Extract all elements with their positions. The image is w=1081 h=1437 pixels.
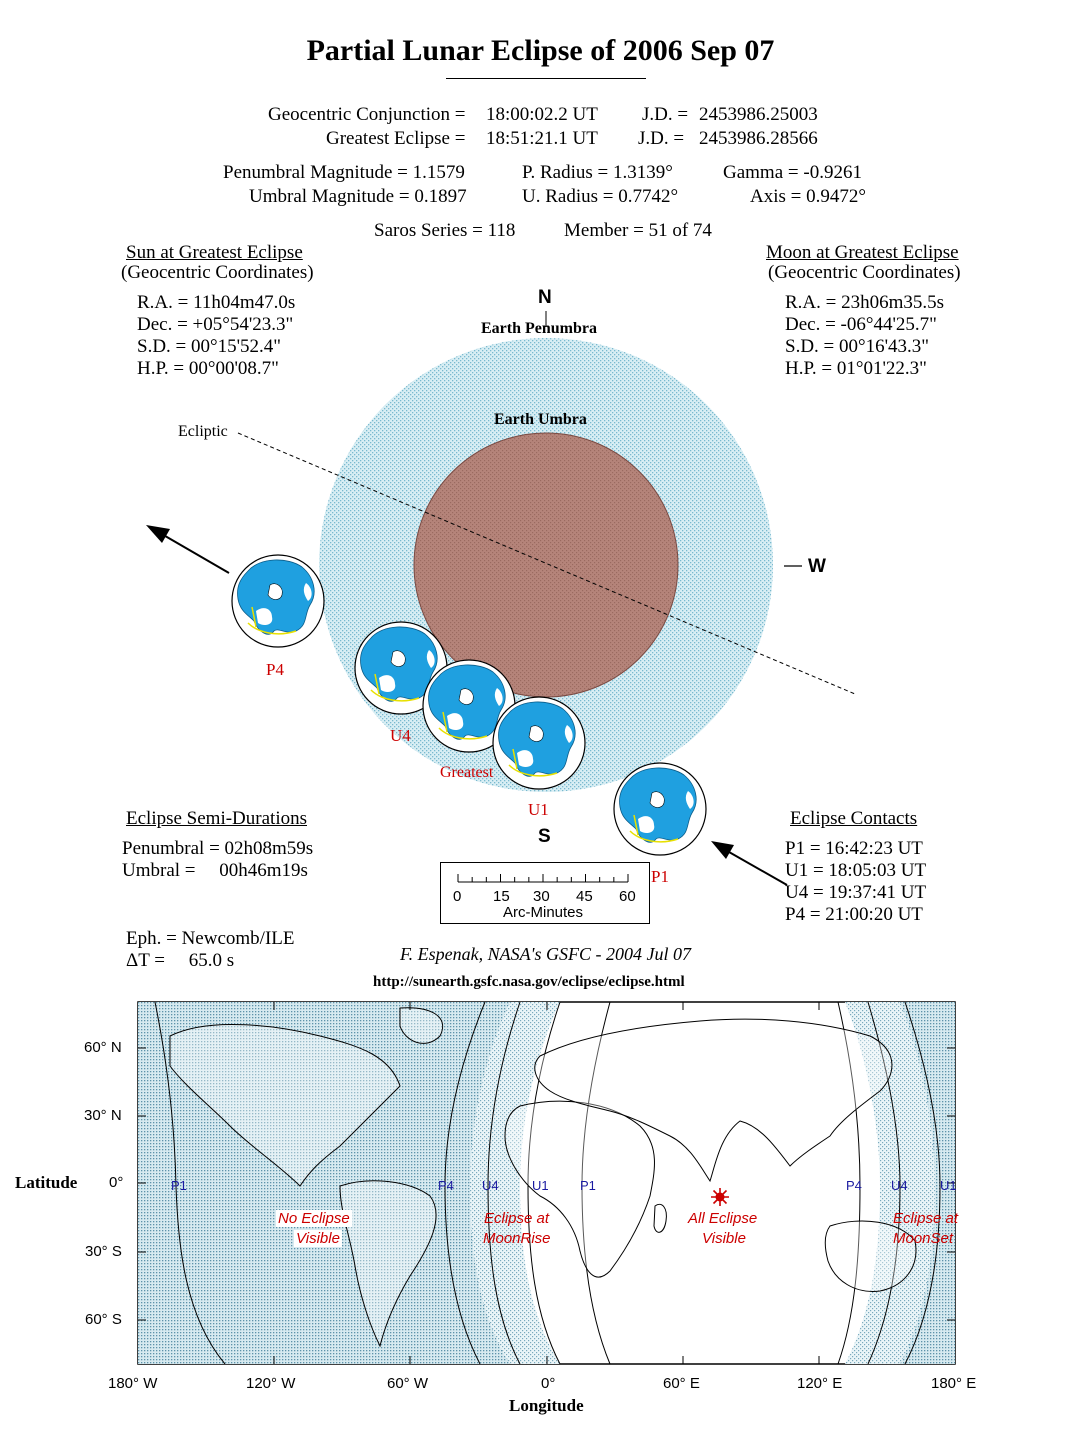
lon-tick-180w: 180° W [108, 1375, 158, 1392]
semi-durations-heading: Eclipse Semi-Durations [126, 808, 307, 829]
lon-tick-120w: 120° W [246, 1375, 296, 1392]
curve-label-p4-west: P4 [438, 1178, 454, 1193]
map-xlabel: Longitude [509, 1396, 584, 1415]
exit-arrow-head [146, 525, 170, 543]
moonset-label-1: Eclipse at [893, 1210, 959, 1227]
penumbral-magnitude: Penumbral Magnitude = 1.1579 [223, 162, 465, 183]
conjunction-jd-label: J.D. = [642, 104, 689, 125]
map-ylabel: Latitude [15, 1173, 78, 1192]
sun-hp: H.P. = 00°00'08.7" [137, 358, 279, 379]
moon-dec: Dec. = -06°44'25.7" [785, 314, 937, 335]
scale-tick-45: 45 [576, 888, 593, 905]
lon-tick-60e: 60° E [663, 1375, 700, 1392]
all-visible-label-2: Visible [702, 1230, 746, 1247]
label-u4: U4 [390, 726, 411, 745]
u-radius: U. Radius = 0.7742° [522, 186, 679, 207]
greatest-label: Greatest Eclipse = [326, 128, 466, 149]
moon-subheading: (Geocentric Coordinates) [768, 262, 961, 283]
page-title: Partial Lunar Eclipse of 2006 Sep 07 [306, 34, 775, 67]
no-eclipse-label-1: No Eclipse [278, 1210, 350, 1227]
scale-tick-30: 30 [533, 888, 550, 905]
moon-p4 [232, 555, 324, 647]
p-radius: P. Radius = 1.3139° [522, 162, 673, 183]
saros-member: Member = 51 of 74 [564, 220, 712, 241]
scale-label: Arc-Minutes [503, 904, 584, 921]
sun-sd: S.D. = 00°15'52.4" [137, 336, 282, 357]
umbral-magnitude: Umbral Magnitude = 0.1897 [249, 186, 467, 207]
scale-tick-0: 0 [453, 888, 462, 905]
contact-u4: U4 = 19:37:41 UT [785, 882, 927, 903]
contact-u1: U1 = 18:05:03 UT [785, 860, 927, 881]
saros-series: Saros Series = 118 [374, 220, 516, 241]
exit-arrow-line [160, 533, 229, 573]
scale-ticks [458, 874, 628, 882]
delta-t: ΔT = 65.0 s [126, 950, 235, 971]
lat-tick-30s: 30° S [85, 1243, 122, 1260]
contact-p1: P1 = 16:42:23 UT [785, 838, 923, 859]
scale-tick-15: 15 [493, 888, 510, 905]
lon-tick-120e: 120° E [797, 1375, 843, 1392]
credit: F. Espenak, NASA's GSFC - 2004 Jul 07 [400, 944, 691, 964]
ecliptic-label: Ecliptic [178, 423, 228, 440]
moon-p1 [614, 763, 706, 855]
moon-heading: Moon at Greatest Eclipse [766, 242, 959, 263]
curve-label-u4-west: U4 [482, 1178, 499, 1193]
lat-tick-60n: 60° N [84, 1039, 122, 1056]
label-p1: P1 [651, 867, 669, 886]
lat-tick-30n: 30° N [84, 1107, 122, 1124]
label-u1: U1 [528, 800, 549, 819]
umbra-label: Earth Umbra [494, 411, 587, 428]
lon-tick-0: 0° [541, 1375, 556, 1392]
moonrise-label-2: MoonRise [483, 1230, 551, 1247]
all-visible-label-1: All Eclipse [688, 1210, 758, 1227]
contact-p4: P4 = 21:00:20 UT [785, 904, 923, 925]
sun-subheading: (Geocentric Coordinates) [121, 262, 314, 283]
ephemeris: Eph. = Newcomb/ILE [126, 928, 295, 949]
moonset-label-2: MoonSet [893, 1230, 954, 1247]
conjunction-label: Geocentric Conjunction = [268, 104, 466, 125]
north-label: N [538, 287, 552, 308]
label-p4: P4 [266, 660, 284, 679]
greatest-jd: 2453986.28566 [699, 128, 818, 149]
contacts-heading: Eclipse Contacts [790, 808, 918, 829]
sun-ra: R.A. = 11h04m47.0s [137, 292, 296, 313]
sublunar-point-icon [711, 1188, 729, 1206]
umbral-duration: Umbral = 00h46m19s [122, 860, 308, 881]
penumbral-duration: Penumbral = 02h08m59s [122, 838, 314, 859]
penumbra-label: Earth Penumbra [481, 320, 597, 337]
madagascar [654, 1204, 666, 1232]
axis: Axis = 0.9472° [750, 186, 866, 207]
curve-label-p1-west: P1 [171, 1178, 187, 1193]
conjunction-time: 18:00:02.2 UT [486, 104, 598, 125]
curve-label-u4-east: U4 [891, 1178, 908, 1193]
sun-dec: Dec. = +05°54'23.3" [137, 314, 294, 335]
south-label: S [538, 826, 551, 847]
moon-hp: H.P. = 01°01'22.3" [785, 358, 927, 379]
curve-label-p4-east: P4 [846, 1178, 862, 1193]
curve-label-u1-west: U1 [532, 1178, 549, 1193]
lat-tick-60s: 60° S [85, 1311, 122, 1328]
scale-tick-60: 60 [619, 888, 636, 905]
curve-label-p1-mid: P1 [580, 1178, 596, 1193]
conjunction-jd: 2453986.25003 [699, 104, 818, 125]
lon-tick-180e: 180° E [931, 1375, 977, 1392]
moon-sd: S.D. = 00°16'43.3" [785, 336, 930, 357]
sun-heading: Sun at Greatest Eclipse [126, 242, 303, 263]
curve-label-u1-east: U1 [940, 1178, 957, 1193]
source-url[interactable]: http://sunearth.gsfc.nasa.gov/eclipse/eclipse.html [373, 974, 685, 990]
west-label: W [808, 556, 826, 577]
entry-arrow-line [722, 848, 787, 885]
label-greatest: Greatest [440, 764, 494, 781]
moon-ra: R.A. = 23h06m35.5s [785, 292, 945, 313]
moon-u1 [493, 697, 585, 789]
greatest-jd-label: J.D. = [638, 128, 685, 149]
moonrise-label-1: Eclipse at [484, 1210, 550, 1227]
greatest-time: 18:51:21.1 UT [486, 128, 598, 149]
gamma: Gamma = -0.9261 [723, 162, 862, 183]
lat-tick-0: 0° [109, 1174, 124, 1191]
no-eclipse-label-2: Visible [296, 1230, 340, 1247]
lon-tick-60w: 60° W [387, 1375, 429, 1392]
earth-umbra [414, 433, 678, 697]
entry-arrow-head [711, 841, 734, 859]
